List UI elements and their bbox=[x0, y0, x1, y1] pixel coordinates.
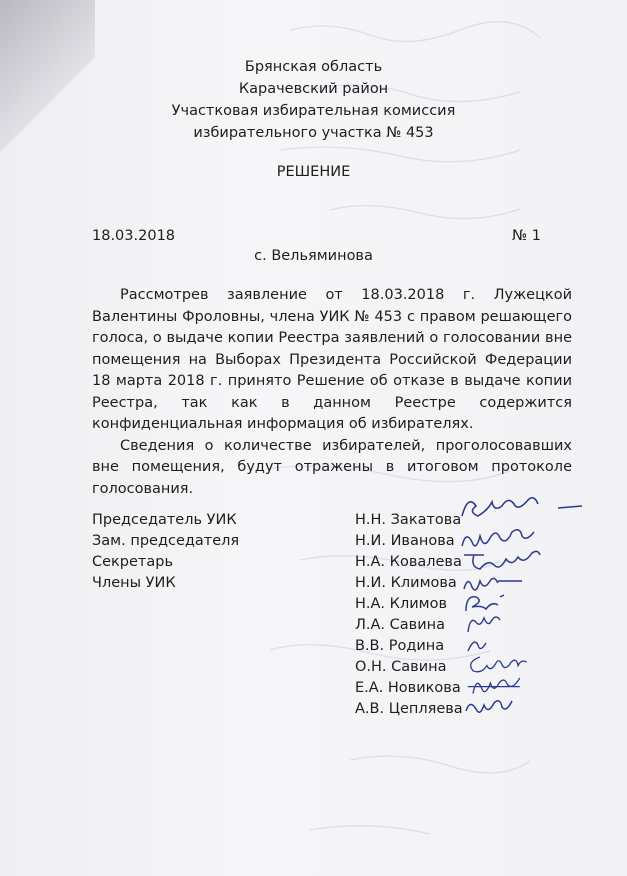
signatory-name: В.В. Родина bbox=[355, 638, 445, 654]
signatory-name: Е.А. Новикова bbox=[355, 680, 461, 696]
header-region: Брянская область bbox=[244, 59, 383, 75]
decision-date: 18.03.2018 bbox=[92, 228, 176, 244]
signatory-name: Н.А. Климов bbox=[355, 596, 447, 612]
role-secretary: Секретарь bbox=[92, 554, 174, 570]
header-precinct: избирательного участка № 453 bbox=[193, 125, 434, 141]
role-chairman: Председатель УИК bbox=[92, 512, 237, 528]
role-deputy-chairman: Зам. председателя bbox=[92, 533, 240, 549]
signatory-name: Н.И. Климова bbox=[355, 575, 457, 591]
signatory-name: Н.И. Иванова bbox=[355, 533, 455, 549]
signatory-name: Н.Н. Закатова bbox=[355, 512, 462, 528]
decision-body bbox=[92, 285, 572, 500]
header-commission: Участковая избирательная комиссия bbox=[171, 103, 456, 119]
signatory-name: А.В. Цепляева bbox=[355, 701, 463, 717]
handwritten-signature bbox=[458, 693, 553, 719]
body-paragraph-2: Сведения о количестве избирателей, проголосовавших вне помещения, будут отражены в итоговом протоколе голосования. bbox=[92, 437, 572, 497]
signatory-name: О.Н. Савина bbox=[355, 659, 447, 675]
role-members: Члены УИК bbox=[92, 575, 176, 591]
signatory-name: Н.А. Ковалева bbox=[355, 554, 462, 570]
body-paragraph-1: Рассмотрев заявление от 18.03.2018 г. Лужецкой Валентины Фроловны, члена УИК № 453 с правом решающего голоса, о выдаче копии Реестра заявлений о голосовании вне помещения на Выборах Президента Российской Федерации 18 марта 2018 г. принято Решение об отказе в выдаче копии Реестра, так как в данном Реестре содержится конфиденциальная информация об избирателях. bbox=[92, 287, 572, 432]
decision-place: с. Вельяминова bbox=[254, 248, 373, 264]
document-title: РЕШЕНИЕ bbox=[276, 164, 351, 180]
header-district: Карачевский район bbox=[238, 81, 389, 97]
decision-number: № 1 bbox=[512, 228, 541, 244]
handwritten-signature bbox=[458, 488, 588, 528]
signatory-name: Л.А. Савина bbox=[355, 617, 445, 633]
